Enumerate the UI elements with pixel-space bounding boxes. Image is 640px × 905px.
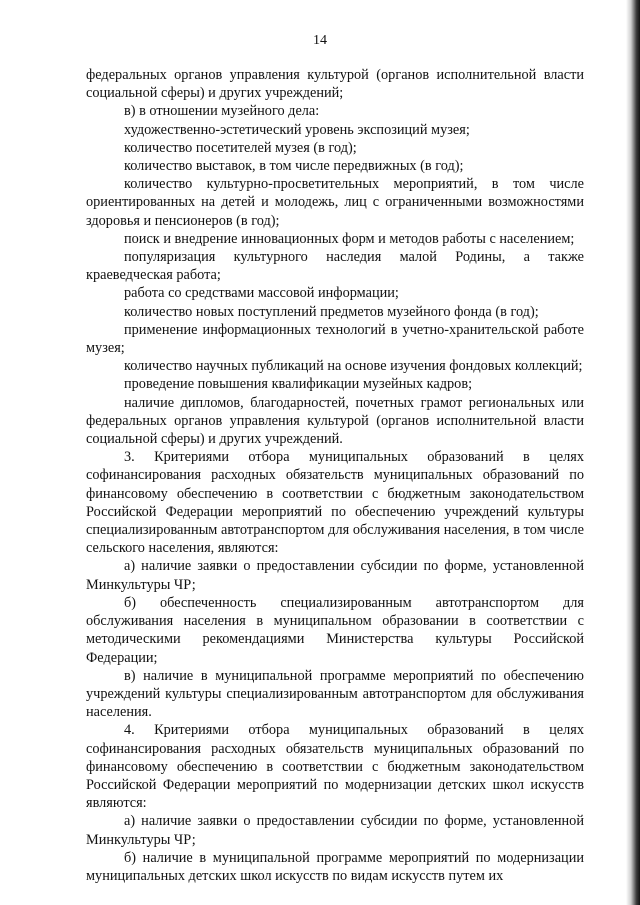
paragraph: в) наличие в муниципальной программе мероприятий по обеспечению учреждений культуры специализированным автотранспортом для обслуживания населения.: [86, 667, 584, 721]
paragraph: работа со средствами массовой информации;: [124, 285, 399, 302]
paragraph: художественно-эстетический уровень экспозиций музея;: [124, 121, 470, 138]
paragraph: а) наличие заявки о предоставлении субсидии по форме, установленной Минкультуры ЧР;: [86, 558, 584, 593]
paragraph: б) обеспеченность специализированным автотранспортом для обслуживания населения в муниципальном образовании в соответствии с методическими рекомендациями Министерства культуры Российской Федерации;: [86, 594, 584, 666]
paragraph-continuation: федеральных органов управления культурой (органов исполнительной власти социальной сферы) и других учреждений;: [86, 67, 584, 102]
paragraph: б) наличие в муниципальной программе мероприятий по модернизации муниципальных детских школ искусств по видам искусств путем их: [86, 849, 584, 884]
paragraph: количество новых поступлений предметов музейного фонда (в год);: [124, 303, 539, 320]
paragraph: популяризация культурного наследия малой Родины, а также краеведческая работа;: [86, 249, 584, 284]
scan-edge-shadow: [626, 0, 640, 905]
paragraph: количество культурно-просветительных мероприятий, в том числе ориентированных на детей и молодежь, лиц с ограниченными возможностями здоровья и пенсионеров (в год);: [86, 176, 584, 229]
paragraph: количество посетителей музея (в год);: [124, 139, 357, 156]
paragraph: количество выставок, в том числе передвижных (в год);: [124, 158, 464, 175]
paragraph-section-3: 3. Критериями отбора муниципальных образований в целях софинансирования расходных обязательств муниципальных образований по финансовому обеспечению в соответствии с бюджетным законодательством Российской Федерации мероприятий по обеспечению учреждений культуры специализированным автотранспортом для обслуживания населения, в том числе сельского населения, являются:: [86, 449, 584, 557]
paragraph-section-4: 4. Критериями отбора муниципальных образований в целях софинансирования расходных обязательств муниципальных образований по финансовому обеспечению в соответствии с бюджетным законодательством Российской Федерации мероприятий по модернизации детских школ искусств являются:: [86, 722, 584, 812]
paragraph: количество научных публикаций на основе изучения фондовых коллекций;: [124, 358, 583, 375]
paragraph: поиск и внедрение инновационных форм и методов работы с населением;: [124, 230, 575, 247]
document-body: [86, 66, 584, 885]
paragraph: наличие дипломов, благодарностей, почетных грамот региональных или федеральных органов управления культурой (органов исполнительной власти социальной сферы) и других учреждений.: [86, 394, 584, 448]
page-number: 14: [313, 33, 327, 48]
paragraph: проведение повышения квалификации музейных кадров;: [124, 376, 473, 393]
paragraph: а) наличие заявки о предоставлении субсидии по форме, установленной Минкультуры ЧР;: [86, 813, 584, 848]
paragraph-museum-heading: в) в отношении музейного дела:: [124, 103, 320, 120]
paragraph: применение информационных технологий в учетно-хранительской работе музея;: [86, 321, 584, 357]
